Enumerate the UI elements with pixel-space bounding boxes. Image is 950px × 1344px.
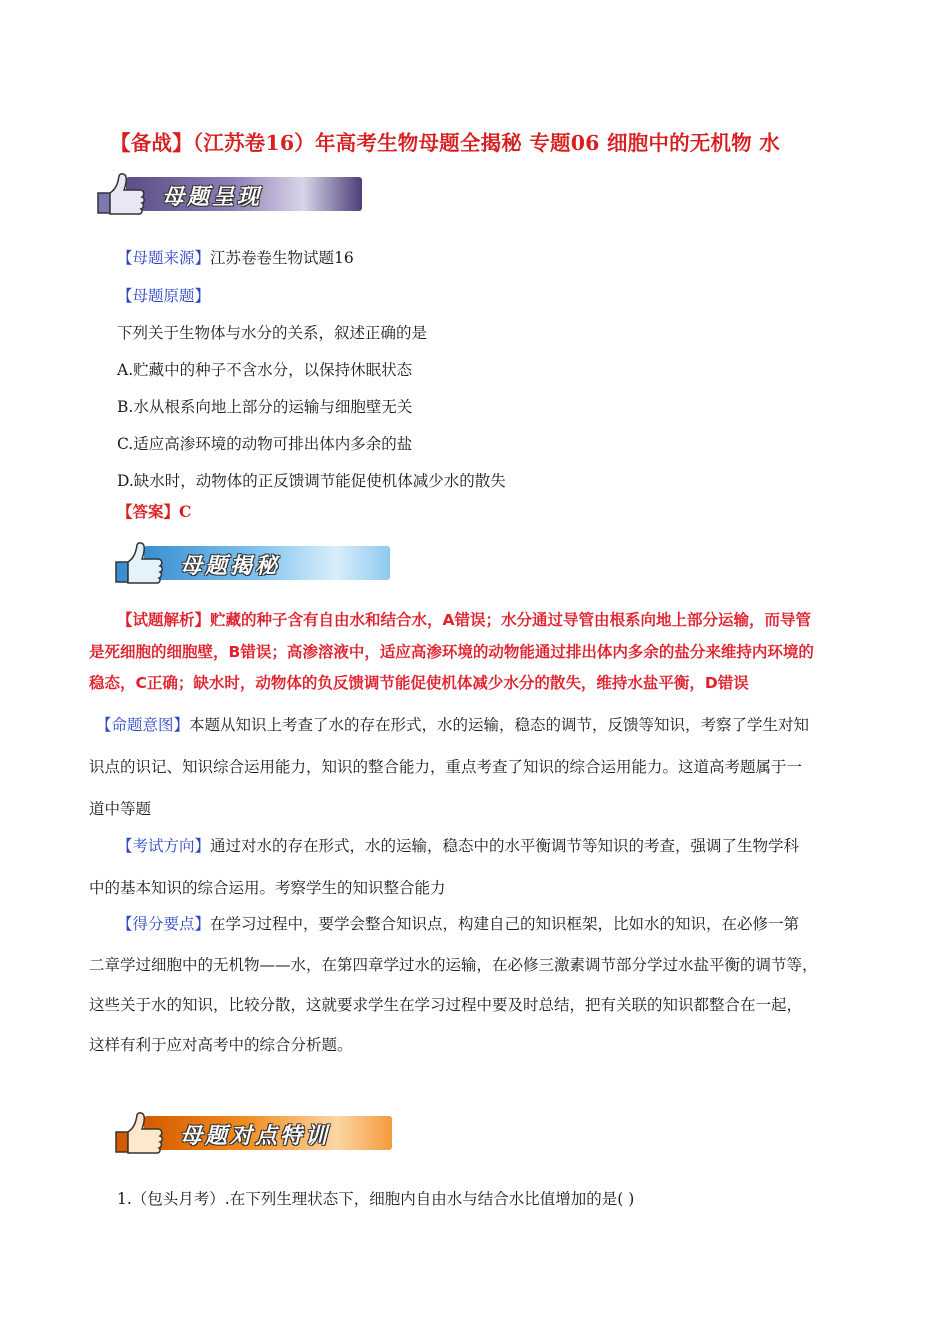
answer-value: C <box>179 502 192 521</box>
direction-text-1: 通过对水的存在形式，水的运输，稳态中的水平衡调节等知识的考查，强调了生物学科 <box>210 837 800 855</box>
answer-line <box>117 500 191 522</box>
banner-title: 母题呈现 <box>162 184 263 210</box>
thumbs-up-icon <box>110 1110 172 1156</box>
intent-line-3: 道中等题 <box>89 800 152 818</box>
analysis-line-2: 是死细胞的细胞壁，B错误；高渗溶液中，适应高渗环境的动物能通过排出体内多余的盐分来维持内环境的 <box>89 643 814 661</box>
page-title: 【备战】（江苏卷16）年高考生物母题全揭秘 专题06 细胞中的无机物 水 <box>110 131 780 155</box>
intent-tag: 【命题意图】 <box>96 716 190 734</box>
original-tag: 【母题原题】 <box>117 287 211 305</box>
keypoints-line-3: 这些关于水的知识，比较分散，这就要求学生在学习过程中要及时总结，把有关联的知识都整合在一起， <box>89 996 803 1014</box>
thumbs-up-icon <box>110 540 172 586</box>
section-banner-practice <box>110 1110 392 1156</box>
banner-title: 母题揭秘 <box>180 553 281 579</box>
option-d: D.缺水时，动物体的正反馈调节能促使机体减少水的散失 <box>117 472 506 490</box>
direction-line-1 <box>117 834 799 856</box>
intent-line-2: 识点的识记、知识综合运用能力，知识的整合能力，重点考查了知识的综合运用能力。这道高考题属于一 <box>89 758 803 776</box>
answer-tag: 【答案】 <box>117 502 180 521</box>
keypoints-line-4: 这样有利于应对高考中的综合分析题。 <box>89 1036 353 1054</box>
direction-tag: 【考试方向】 <box>117 837 211 855</box>
option-a: A.贮藏中的种子不含水分，以保持休眠状态 <box>117 361 413 379</box>
keypoints-line-1 <box>117 912 799 934</box>
section-banner-analysis <box>110 540 390 586</box>
source-tag: 【母题来源】 <box>117 249 211 267</box>
option-b: B.水从根系向地上部分的运输与细胞壁无关 <box>117 398 413 416</box>
source-text: 江苏卷卷生物试题16 <box>210 249 354 267</box>
section-banner-question <box>92 171 362 217</box>
source-line <box>117 246 354 268</box>
option-c: C.适应高渗环境的动物可排出体内多余的盐 <box>117 435 413 453</box>
thumbs-up-icon <box>92 171 154 217</box>
direction-line-2: 中的基本知识的综合运用。考察学生的知识整合能力 <box>89 879 446 897</box>
question-stem: 下列关于生物体与水分的关系，叙述正确的是 <box>117 324 428 342</box>
keypoints-tag: 【得分要点】 <box>117 915 211 933</box>
analysis-text-1: 贮藏的种子含有自由水和结合水，A错误；水分通过导管由根系向地上部分运输，而导管 <box>210 611 812 629</box>
intent-text-1: 本题从知识上考查了水的存在形式，水的运输，稳态的调节，反馈等知识，考察了学生对知 <box>189 716 810 734</box>
analysis-tag: 【试题解析】 <box>117 611 211 629</box>
keypoints-text-1: 在学习过程中，要学会整合知识点，构建自己的知识框架，比如水的知识，在必修一第 <box>210 915 800 933</box>
practice-question-1: 1.（包头月考）.在下列生理状态下，细胞内自由水与结合水比值增加的是( ) <box>117 1190 635 1208</box>
original-line <box>117 284 210 306</box>
analysis-line-3: 稳态，C正确；缺水时，动物体的负反馈调节能促使机体减少水分的散失，维持水盐平衡，D错误 <box>89 674 749 692</box>
intent-line-1 <box>96 713 809 735</box>
analysis-line-1 <box>117 608 897 630</box>
keypoints-line-2: 二章学过细胞中的无机物——水，在第四章学过水的运输，在必修三激素调节部分学过水盐平衡的调节等， <box>89 956 818 974</box>
banner-title: 母题对点特训 <box>180 1123 331 1149</box>
